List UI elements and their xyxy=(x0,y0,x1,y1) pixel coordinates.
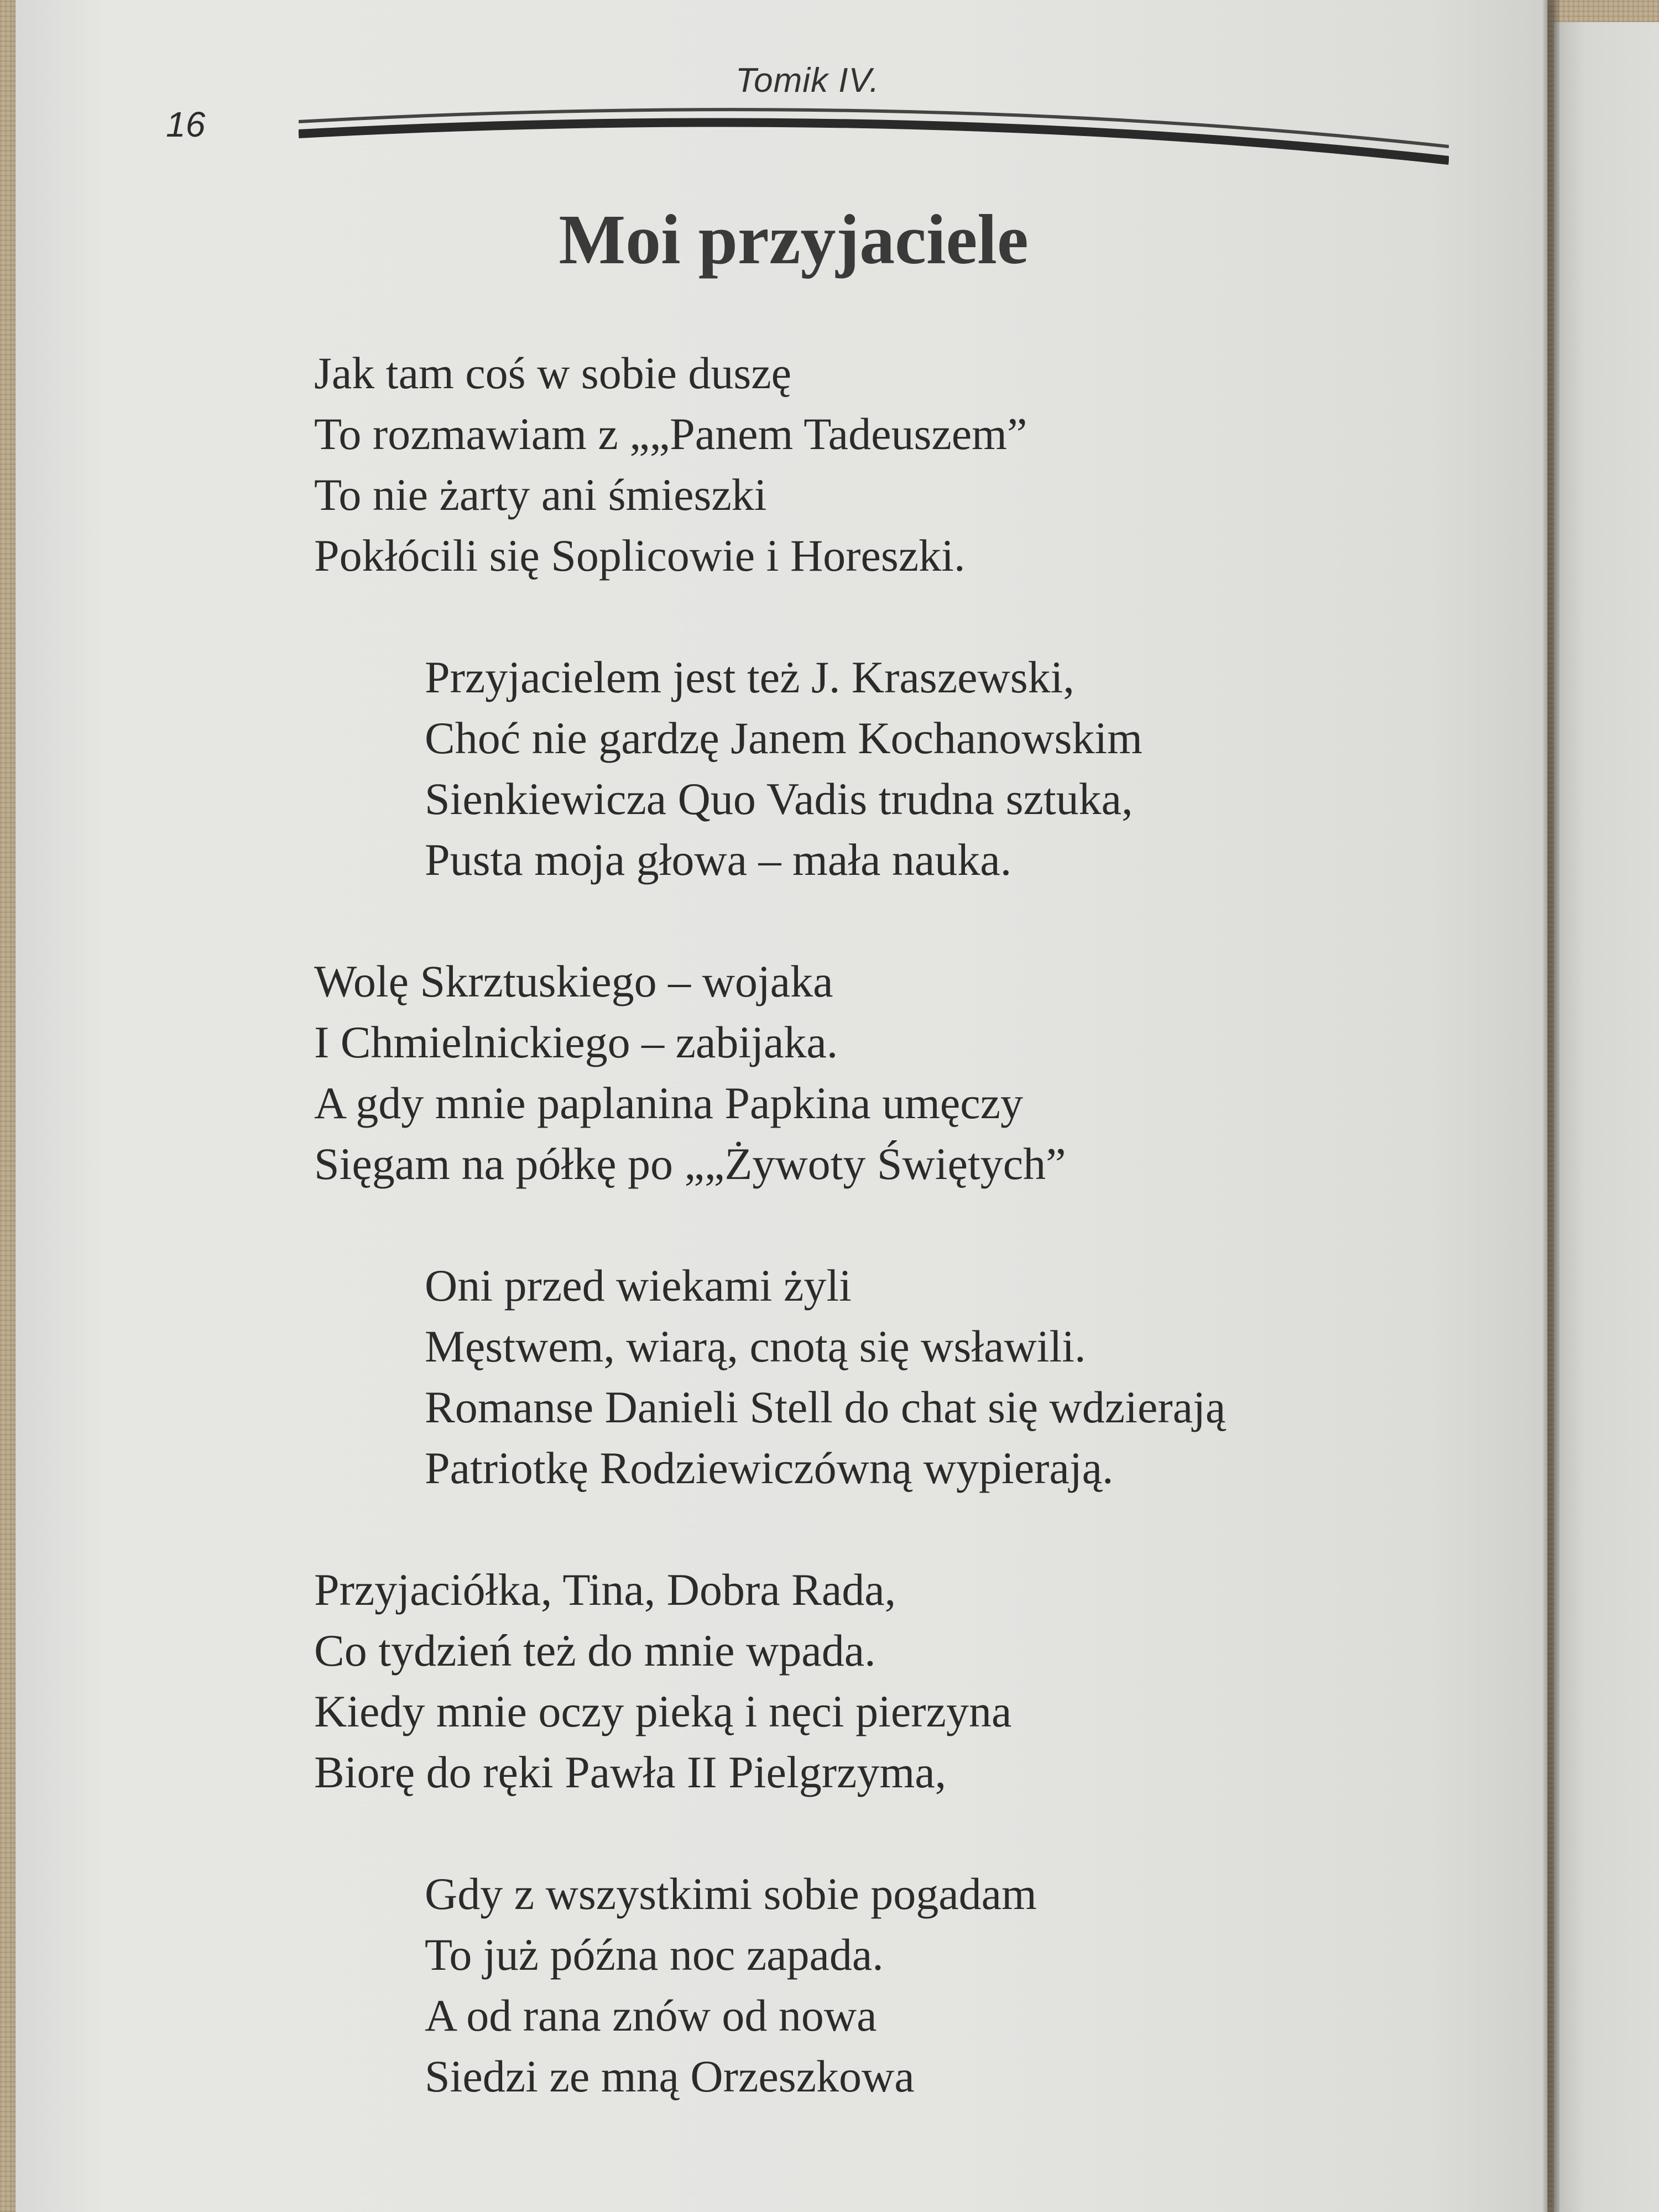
stanza xyxy=(425,647,1475,890)
poem-line: Przyjacielem jest też J. Kraszewski, xyxy=(425,652,1074,702)
poem-line: Sięgam na półkę po „„Żywoty Świętych” xyxy=(314,1139,1066,1189)
poem-line: Męstwem, wiarą, cnotą się wsławili. xyxy=(425,1321,1086,1371)
poem-line: Sienkiewicza Quo Vadis trudna sztuka, xyxy=(425,774,1133,824)
poem-line: Wolę Skrztuskiego – wojaka xyxy=(314,956,833,1006)
poem-line: Gdy z wszystkimi sobie pogadam xyxy=(425,1869,1037,1919)
poem-line: Jak tam coś w sobie duszę xyxy=(314,348,792,398)
poem-line: Patriotkę Rodziewiczówną wypierają. xyxy=(425,1443,1114,1493)
stanza xyxy=(314,951,1475,1194)
poem-line: I Chmielnickiego – zabijaka. xyxy=(314,1017,838,1067)
stanza xyxy=(425,1864,1475,2107)
poem-line: Siedzi ze mną Orzeszkowa xyxy=(425,2051,915,2101)
poem-line: Pokłócili się Soplicowie i Horeszki. xyxy=(314,530,966,581)
poem-line: To nie żarty ani śmieszki xyxy=(314,469,767,520)
stanza xyxy=(425,1255,1475,1499)
poem-body xyxy=(314,343,1475,2168)
stanza xyxy=(314,1559,1475,1803)
header-rule xyxy=(299,94,1449,182)
poem-line: Pusta moja głowa – mała nauka. xyxy=(425,834,1012,885)
right-page-edge xyxy=(1554,22,1659,2212)
poem-line: Przyjaciółka, Tina, Dobra Rada, xyxy=(314,1564,896,1615)
poem-line: Co tydzień też do mnie wpada. xyxy=(314,1625,876,1676)
page-number: 16 xyxy=(166,105,206,144)
poem-line: To już późna noc zapada. xyxy=(425,1929,884,1980)
stanza xyxy=(314,343,1475,586)
poem-line: Romanse Danieli Stell do chat się wdzierają xyxy=(425,1382,1226,1432)
poem-line: Oni przed wiekami żyli xyxy=(425,1260,852,1311)
poem-line: Choć nie gardzę Janem Kochanowskim xyxy=(425,713,1142,763)
book-gutter xyxy=(1543,0,1559,2212)
poem-line: A gdy mnie paplanina Papkina umęczy xyxy=(314,1078,1024,1128)
poem-title: Moi przyjaciele xyxy=(559,200,1029,279)
poem-line: Biorę do ręki Pawła II Pielgrzyma, xyxy=(314,1747,947,1797)
header-rule-thick-line xyxy=(299,122,1449,160)
running-title: Tomik IV. xyxy=(735,61,880,100)
poem-line: Kiedy mnie oczy pieką i nęci pierzyna xyxy=(314,1686,1012,1736)
poem-line: To rozmawiam z „„Panem Tadeuszem” xyxy=(314,409,1027,459)
poem-line: A od rana znów od nowa xyxy=(425,1990,877,2041)
